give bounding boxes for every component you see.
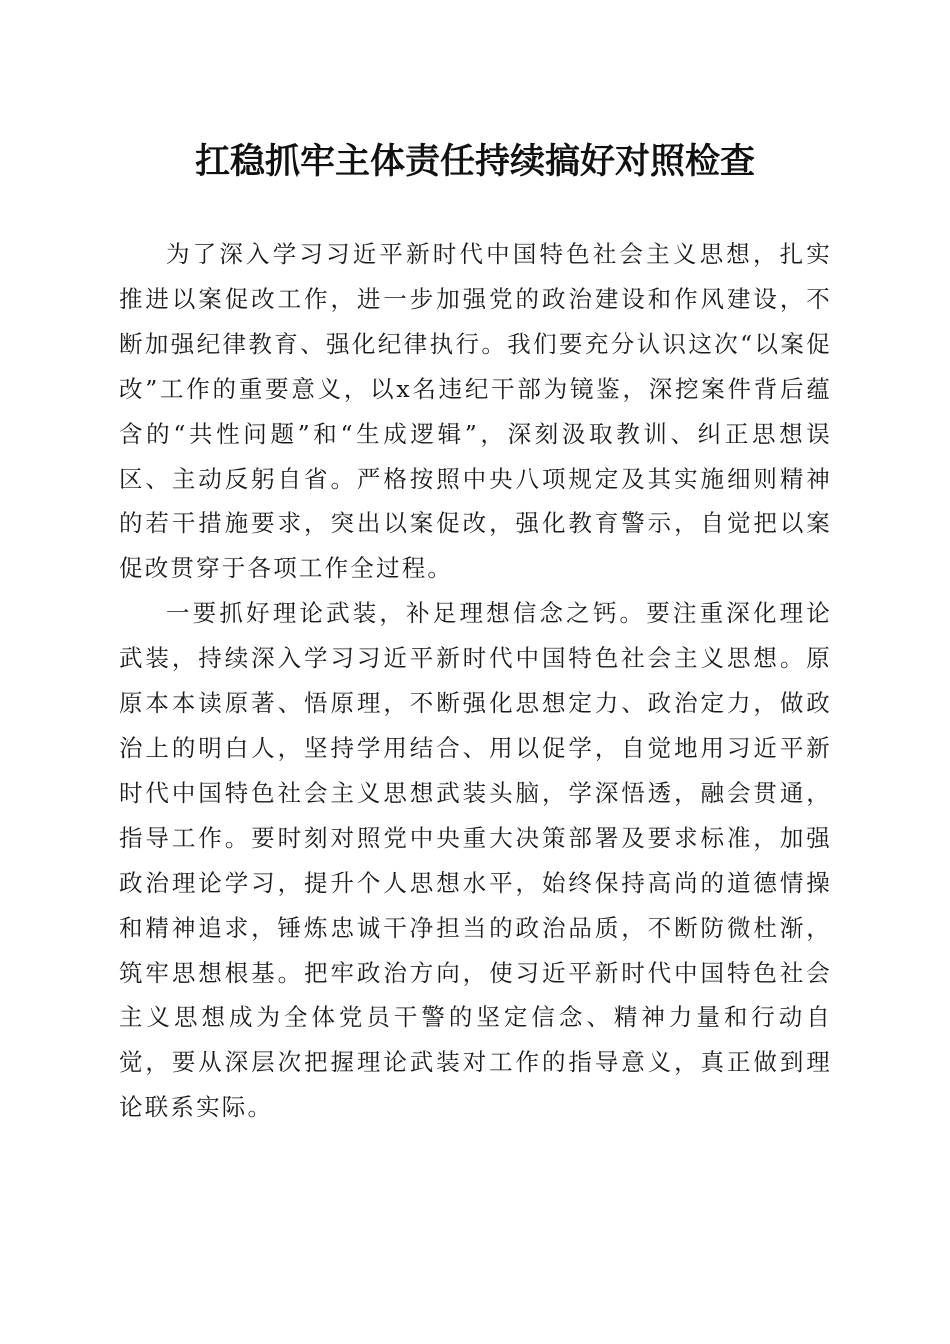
document-body (119, 232, 832, 1130)
paragraph-intro: 为了深入学习习近平新时代中国特色社会主义思想，扎实推进以案促改工作，进一步加强党的政治建设和作风建设，不断加强纪律教育、强化纪律执行。我们要充分认识这次“以案促改”工作的重要意义，以x名违纪干部为镜鉴，深挖案件背后蕴含的“共性问题”和“生成逻辑”，深刻汲取教训、纠正思想误区、主动反躬自省。严格按照中央八项规定及其实施细则精神的若干措施要求，突出以案促改，强化教育警示，自觉把以案促改贯穿于各项工作全过程。 (119, 240, 832, 583)
document-title: 扛稳抓牢主体责任持续搞好对照检查 (194, 141, 755, 182)
paragraph-theory-armament: 一要抓好理论武装，补足理想信念之钙。要注重深化理论武装，持续深入学习习近平新时代中国特色社会主义思想。原原本本读原著、悟原理，不断强化思想定力、政治定力，做政治上的明白人，坚持学用结合、用以促学，自觉地用习近平新时代中国特色社会主义思想武装头脑，学深悟透，融会贯通，指导工作。要时刻对照党中央重大决策部署及要求标准，加强政治理论学习，提升个人思想水平，始终保持高尚的道德情操和精神追求，锤炼忠诚干净担当的政治品质，不断防微杜渐，筑牢思想根基。把牢政治方向，使习近平新时代中国特色社会主义思想成为全体党员干警的坚定信念、精神力量和行动自觉，要从深层次把握理论武装对工作的指导意义，真正做到理论联系实际。 (119, 599, 832, 1122)
